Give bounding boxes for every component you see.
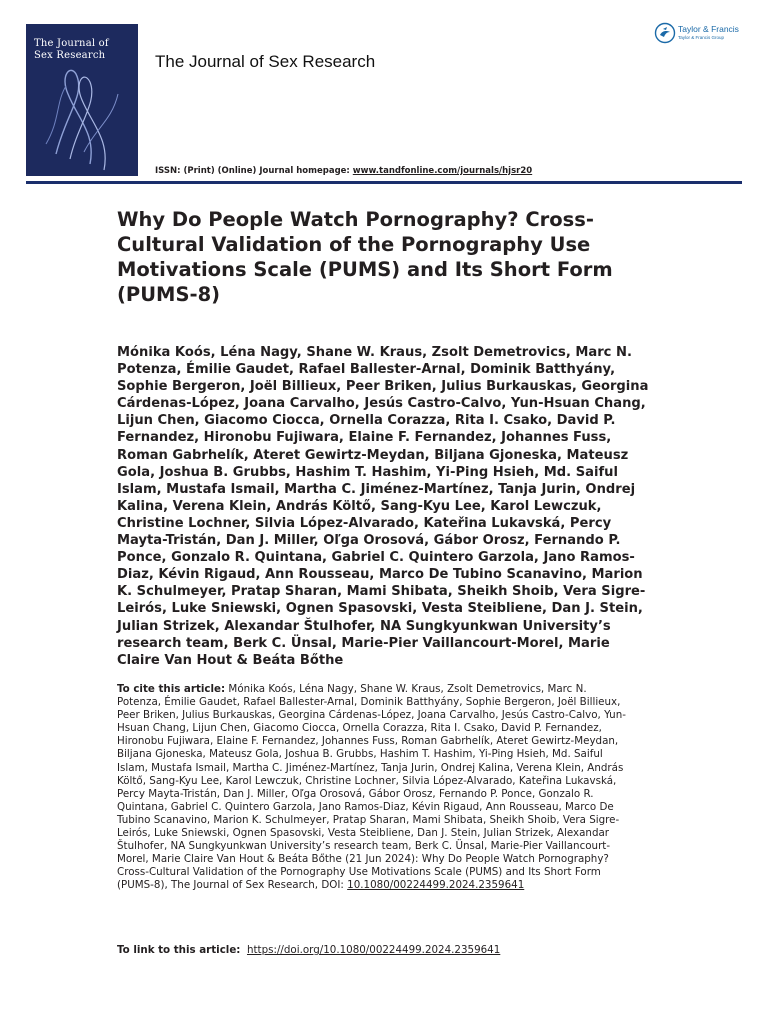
- article-link-label: To link to this article:: [117, 944, 241, 956]
- journal-cover-image: [26, 24, 138, 176]
- article-doi-url-link[interactable]: https://doi.org/10.1080/00224499.2024.2359641: [246, 944, 501, 956]
- doi-link[interactable]: 10.1080/00224499.2024.2359641: [347, 879, 525, 892]
- publisher-name: Taylor & Francis: [678, 24, 739, 34]
- cover-title-line-2: Sex Research: [34, 50, 106, 61]
- cover-title-line-1: The Journal of: [34, 38, 109, 49]
- cover-title: [34, 38, 134, 62]
- issn-text: ISSN: (Print) (Online) Journal homepage:: [155, 166, 353, 176]
- journal-homepage-link[interactable]: www.tandfonline.com/journals/hjsr20: [352, 166, 533, 176]
- article-title: Why Do People Watch Pornography? Cross-Cultural Validation of the Pornography Use Motivations Scale (PUMS) and Its Short Form (PUMS-8): [117, 208, 613, 306]
- issn-line: [155, 166, 532, 176]
- journal-name[interactable]: The Journal of Sex Research: [155, 52, 376, 71]
- publisher-logo[interactable]: [654, 22, 754, 48]
- taylor-francis-icon: [654, 22, 676, 44]
- header-divider: [26, 181, 742, 184]
- author-list: Mónika Koós, Léna Nagy, Shane W. Kraus, Zsolt Demetrovics, Marc N. Potenza, Émilie Gaudet, Rafael Ballester-Arnal, Dominik Batthyány, Sophie Bergeron, Joël Billieux, Peer Briken, Julius Burkauskas, Georgina Cárdenas-López, Joana Carvalho, Jesús Castro-Calvo, Yun-Hsuan Chang, Lijun Chen, Giacomo Ciocca, Ornella Corazza, Rita I. Csako, David P. Fernandez, Hironobu Fujiwara, Elaine F. Fernandez, Johannes Fuss, Roman Gabrhelík, Ateret Gewirtz-Meydan, Biljana Gjoneska, Mateusz Gola, Joshua B. Grubbs, Hashim T. Hashim, Yi-Ping Hsieh, Md. Saiful Islam, Mustafa Ismail, Martha C. Jiménez-Martínez, Tanja Jurin, Ondrej Kalina, Verena Klein, András Költő, Sang-Kyu Lee, Karol Lewczuk, Christine Lochner, Silvia López-Alvarado, Kateřina Lukavská, Percy Mayta-Tristán, Dan J. Miller, Oľga Orosová, Gábor Orosz, Fernando P. Ponce, Gonzalo R. Quintana, Gabriel C. Quintero Garzola, Jano Ramos-Diaz, Kévin Rigaud, Ann Rousseau, Marco De Tubino Scanavino, Marion K. Schulmeyer, Pratap Sharan, Mami Shibata, Sheikh Shoib, Vera Sigre-Leirós, Luke Sniewski, Ognen Spasovski, Vesta Steibliene, Dan J. Stein, Julian Strizek, Alexandar Štulhofer, NA Sungkyunkwan University’s research team, Berk C. Ünsal, Marie-Pier Vaillancourt-Morel, Marie Claire Van Hout & Beáta Bőthe: [117, 345, 649, 668]
- citation-text: Mónika Koós, Léna Nagy, Shane W. Kraus, Zsolt Demetrovics, Marc N. Potenza, Émilie Gaudet, Rafael Ballester-Arnal, Dominik Batthyány, Sophie Bergeron, Joël Billieux, Peer Briken, Julius Burkauskas, Georgina Cárdenas-López, Joana Carvalho, Jesús Castro-Calvo, Yun-Hsuan Chang, Lijun Chen, Giacomo Ciocca, Ornella Corazza, Rita I. Csako, David P. Fernandez, Hironobu Fujiwara, Elaine F. Fernandez, Johannes Fuss, Roman Gabrhelík, Ateret Gewirtz-Meydan, Biljana Gjoneska, Mateusz Gola, Joshua B. Grubbs, Hashim T. Hashim, Yi-Ping Hsieh, Md. Saiful Islam, Mustafa Ismail, Martha C. Jiménez-Martínez, Tanja Jurin, Ondrej Kalina, Verena Klein, András Költő, Sang-Kyu Lee, Karol Lewczuk, Christine Lochner, Silvia López-Alvarado, Kateřina Lukavská, Percy Mayta-Tristán, Dan J. Miller, Oľga Orosová, Gábor Orosz, Fernando P. Ponce, Gonzalo R. Quintana, Gabriel C. Quintero Garzola, Jano Ramos-Diaz, Kévin Rigaud, Ann Rousseau, Marco De Tubino Scanavino, Marion K. Schulmeyer, Pratap Sharan, Mami Shibata, Sheikh Shoib, Vera Sigre-Leirós, Luke Sniewski, Ognen Spasovski, Vesta Steibliene, Dan J. Stein, Julian Strizek, Alexandar Štulhofer, NA Sungkyunkwan University’s research team, Berk C. Ünsal, Marie-Pier Vaillancourt-Morel, Marie Claire Van Hout & Beáta Bőthe (21 Jun 2024): Why Do People Watch Pornography? Cross-Cultural Validation of the Pornography Use Motivations Scale (PUMS) and Its Short Form (PUMS-8), The Journal of Sex Research, DOI:: [117, 683, 626, 892]
- citation-block: [117, 683, 627, 893]
- publisher-group: Taylor & Francis Group: [678, 35, 725, 40]
- article-link-line: [117, 944, 637, 957]
- citation-label: To cite this article:: [117, 683, 226, 695]
